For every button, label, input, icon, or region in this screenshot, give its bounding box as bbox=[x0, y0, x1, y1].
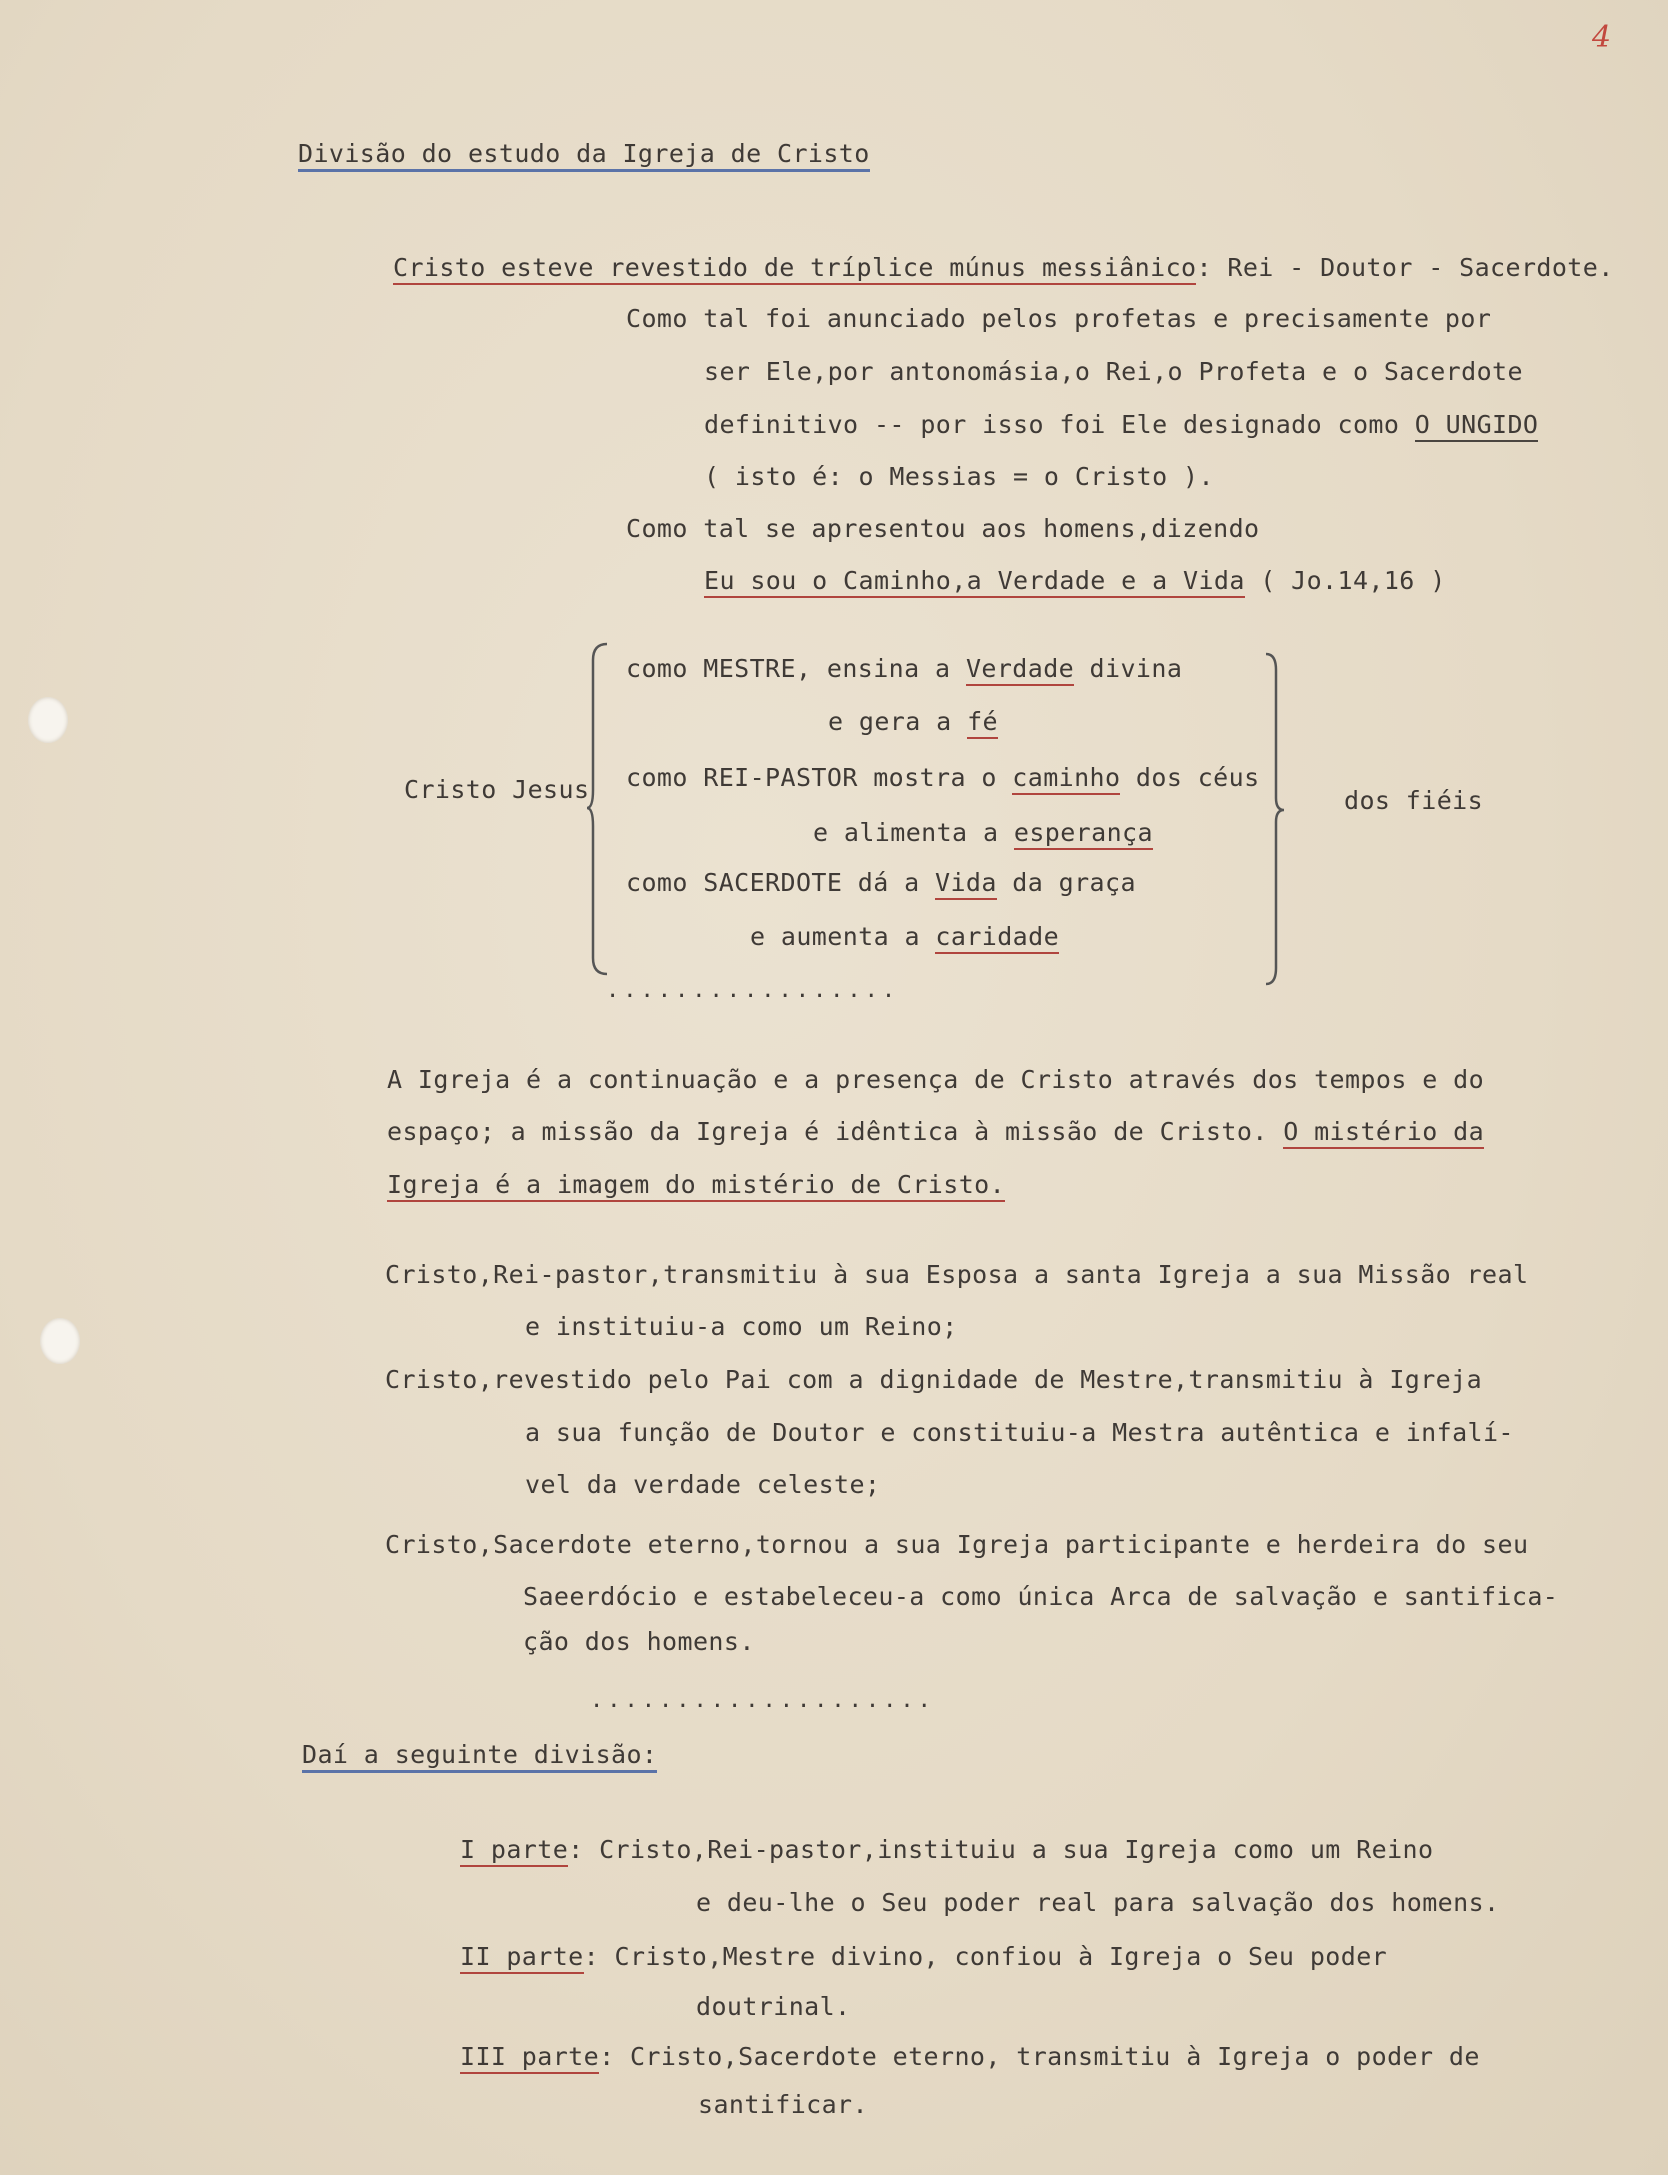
scheme-right-label: dos fiéis bbox=[1344, 786, 1484, 815]
intro-line-1: Cristo esteve revestido de tríplice múnus messiânico: Rei - Doutor - Sacerdote. bbox=[393, 253, 1614, 283]
intro-line-3: ser Ele,por antonomásia,o Rei,o Profeta e o Sacerdote bbox=[704, 357, 1523, 386]
scheme-row-4: e alimenta a esperança bbox=[813, 818, 1153, 848]
right-brace bbox=[1262, 650, 1292, 990]
dotted-separator-1: ................. bbox=[606, 978, 900, 1003]
para1-line-1: A Igreja é a continuação e a presença de Cristo através dos tempos e do bbox=[387, 1065, 1485, 1094]
dotted-separator-2: .................... bbox=[590, 1688, 935, 1713]
scheme-row-6: e aumenta a caridade bbox=[750, 922, 1059, 952]
scheme-left-label: Cristo Jesus bbox=[404, 775, 590, 804]
document-title: Divisão do estudo da Igreja de Cristo bbox=[298, 139, 870, 169]
part-3-line-1: III parte: Cristo,Sacerdote eterno, transmitiu à Igreja o poder de bbox=[460, 2042, 1480, 2072]
scheme-row-5: como SACERDOTE dá a Vida da graça bbox=[626, 868, 1136, 898]
para1-line-2: espaço; a missão da Igreja é idêntica à missão de Cristo. O mistério da bbox=[387, 1117, 1484, 1147]
para2-line-1: Cristo,Rei-pastor,transmitiu à sua Esposa a santa Igreja a sua Missão real bbox=[385, 1260, 1529, 1289]
para1-line-3: Igreja é a imagem do mistério de Cristo. bbox=[387, 1170, 1005, 1200]
para2-line-7: Saeerdócio e estabeleceu-a como única Arca de salvação e santifica- bbox=[523, 1582, 1559, 1611]
intro-line-2: Como tal foi anunciado pelos profetas e precisamente por bbox=[626, 304, 1492, 333]
intro-line-6: Como tal se apresentou aos homens,dizendo bbox=[626, 514, 1260, 543]
para2-line-6: Cristo,Sacerdote eterno,tornou a sua Igreja participante e herdeira do seu bbox=[385, 1530, 1529, 1559]
scheme-row-2: e gera a fé bbox=[828, 707, 998, 737]
part-1-line-1: I parte: Cristo,Rei-pastor,instituiu a sua Igreja como um Reino bbox=[460, 1835, 1433, 1865]
para2-line-3: Cristo,revestido pelo Pai com a dignidade de Mestre,transmitiu à Igreja bbox=[385, 1365, 1483, 1394]
part-2-line-2: doutrinal. bbox=[696, 1992, 851, 2021]
part-3-line-2: santificar. bbox=[698, 2090, 868, 2119]
left-brace bbox=[585, 640, 615, 980]
para2-line-5: vel da verdade celeste; bbox=[525, 1470, 881, 1499]
para2-line-4: a sua função de Doutor e constituiu-a Mestra autêntica e infalí- bbox=[525, 1418, 1514, 1447]
punch-hole-top bbox=[28, 697, 68, 743]
page-number: 4 bbox=[1592, 20, 1612, 55]
part-1-line-2: e deu-lhe o Seu poder real para salvação dos homens. bbox=[696, 1888, 1500, 1917]
division-heading: Daí a seguinte divisão: bbox=[302, 1740, 657, 1770]
scheme-row-3: como REI-PASTOR mostra o caminho dos céus bbox=[626, 763, 1260, 793]
punch-hole-bottom bbox=[40, 1318, 80, 1364]
para2-line-8: ção dos homens. bbox=[523, 1627, 755, 1656]
scheme-row-1: como MESTRE, ensina a Verdade divina bbox=[626, 654, 1182, 684]
intro-line-7: Eu sou o Caminho,a Verdade e a Vida ( Jo.14,16 ) bbox=[704, 566, 1446, 596]
intro-line-5: ( isto é: o Messias = o Cristo ). bbox=[704, 462, 1214, 491]
part-2-line-1: II parte: Cristo,Mestre divino, confiou à Igreja o Seu poder bbox=[460, 1942, 1387, 1972]
intro-line-4: definitivo -- por isso foi Ele designado como O UNGIDO bbox=[704, 410, 1538, 440]
para2-line-2: e instituiu-a como um Reino; bbox=[525, 1312, 958, 1341]
